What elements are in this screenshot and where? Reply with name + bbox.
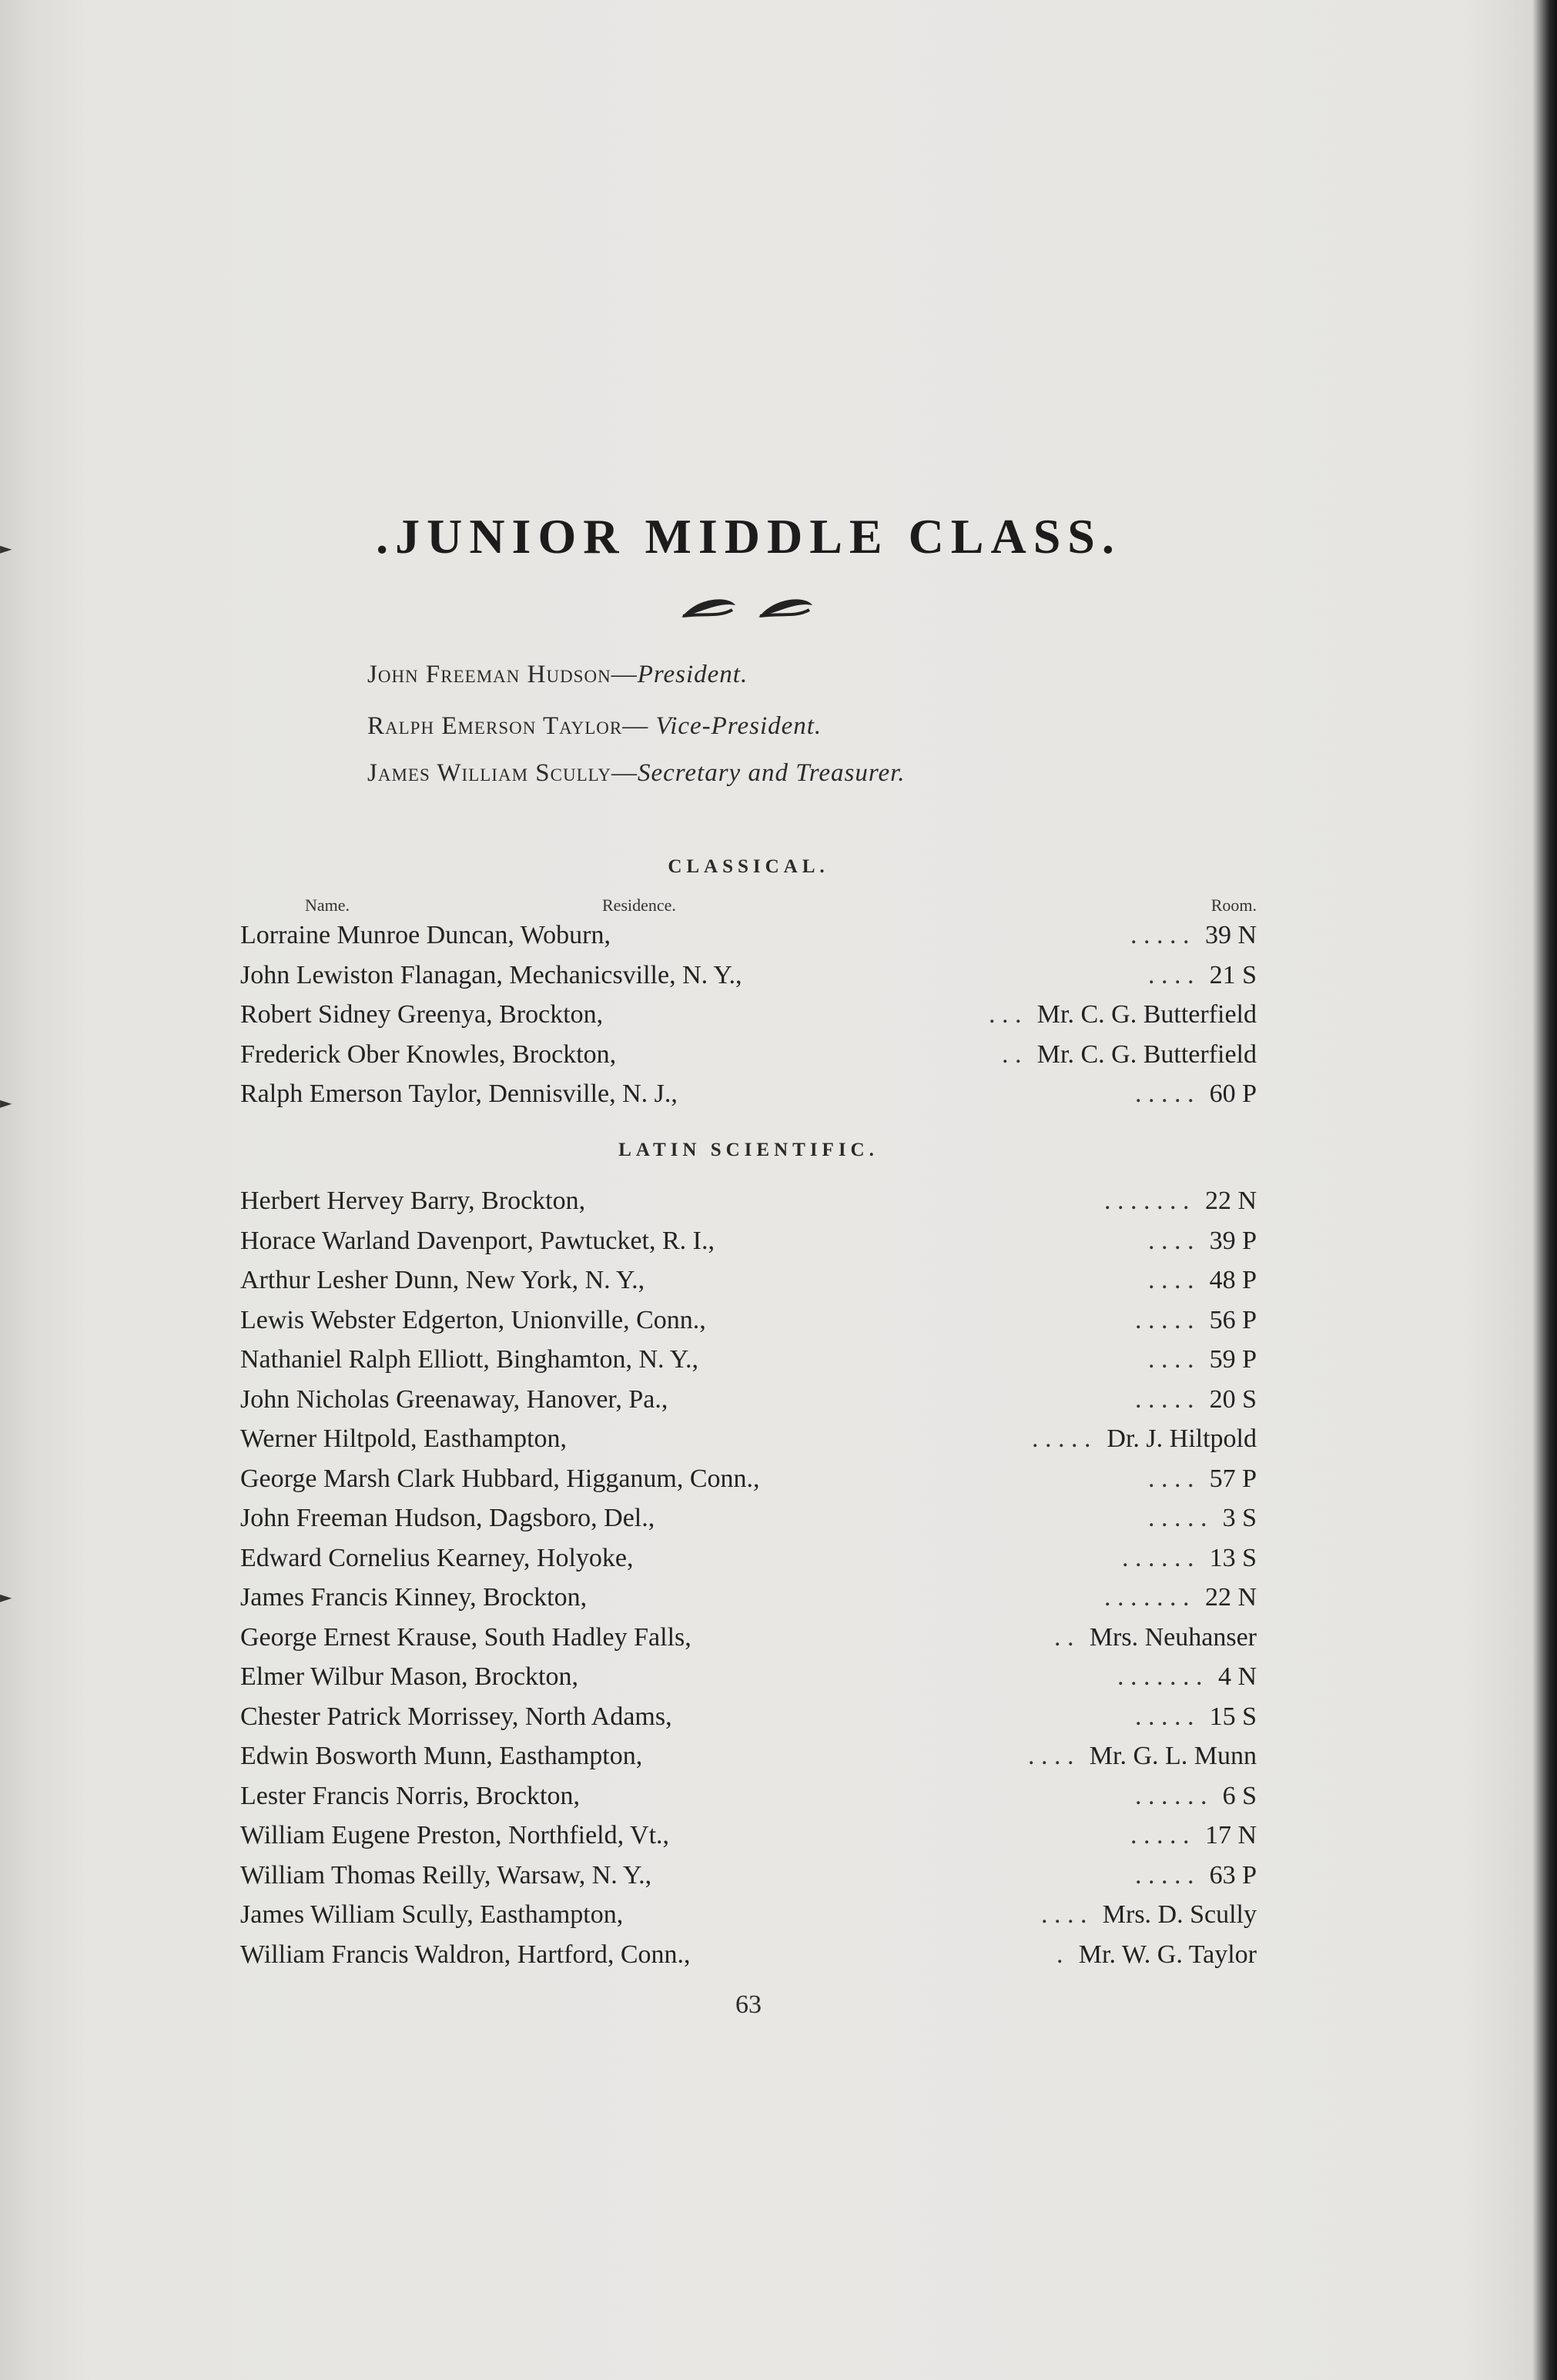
table-row bbox=[240, 1341, 1257, 1379]
room-value: 48 P bbox=[1209, 1266, 1257, 1294]
table-row bbox=[240, 1460, 1257, 1498]
leader-dots: . bbox=[1056, 1940, 1063, 1969]
table-row bbox=[240, 1896, 1257, 1934]
room-value: Mr. W. G. Taylor bbox=[1078, 1940, 1257, 1969]
table-row bbox=[240, 1075, 1257, 1113]
leader-dots: . . . . . . . bbox=[1104, 1583, 1190, 1612]
leader-dots: . . . . . . bbox=[1122, 1543, 1194, 1572]
room-value: 4 N bbox=[1217, 1662, 1257, 1691]
student-name-residence: Nathaniel Ralph Elliott, Binghamton, N. Y., bbox=[240, 1345, 698, 1374]
leader-dots: . . . . bbox=[1148, 960, 1194, 989]
leader-dots: . . . bbox=[989, 1000, 1022, 1029]
room-value: 17 N bbox=[1204, 1821, 1257, 1849]
officer-role: President. bbox=[637, 661, 748, 688]
table-row bbox=[240, 1222, 1257, 1260]
table-row bbox=[240, 916, 1257, 955]
officer-secretary-treasurer: James William Scully—Secretary and Treasurer. bbox=[367, 759, 906, 787]
student-name-residence: Chester Patrick Morrissey, North Adams, bbox=[240, 1702, 672, 1731]
room-value: 22 N bbox=[1204, 1583, 1257, 1612]
leader-dots: . . . . bbox=[1148, 1226, 1194, 1255]
room-value: 6 S bbox=[1222, 1781, 1257, 1810]
room-value: 56 P bbox=[1209, 1305, 1257, 1334]
student-name-residence: Ralph Emerson Taylor, Dennisville, N. J., bbox=[240, 1080, 678, 1108]
student-name-residence: William Thomas Reilly, Warsaw, N. Y., bbox=[240, 1860, 652, 1890]
page-number: 63 bbox=[735, 1990, 762, 2019]
room-value: 20 S bbox=[1209, 1384, 1257, 1414]
leader-dots: . . bbox=[1054, 1622, 1074, 1652]
leader-dots: . . . . bbox=[1148, 1266, 1194, 1294]
officer-role: Vice-President. bbox=[655, 712, 822, 740]
table-row bbox=[240, 1301, 1257, 1340]
officer-name: John Freeman Hudson bbox=[367, 661, 611, 688]
officer-name: Ralph Emerson Taylor bbox=[367, 712, 623, 740]
room-value: Mrs. Neuhanser bbox=[1089, 1622, 1257, 1652]
leader-dots: . . . . . bbox=[1148, 1504, 1207, 1532]
room-value: 57 P bbox=[1209, 1464, 1257, 1493]
leaf-ornament-icon bbox=[675, 594, 822, 625]
room-value: Mr. G. L. Munn bbox=[1089, 1742, 1257, 1770]
student-name-residence: Werner Hiltpold, Easthampton, bbox=[240, 1424, 568, 1453]
leader-dots: . . . . . bbox=[1135, 1080, 1194, 1108]
margin-tab-mark: ► bbox=[0, 1588, 12, 1606]
officer-president: John Freeman Hudson—President. bbox=[367, 661, 748, 688]
student-name-residence: George Ernest Krause, South Hadley Falls, bbox=[240, 1622, 691, 1652]
student-name-residence: James William Scully, Easthampton, bbox=[240, 1900, 624, 1929]
leader-dots: . . . . . . . bbox=[1104, 1187, 1190, 1215]
room-value: 15 S bbox=[1209, 1702, 1257, 1731]
table-row bbox=[240, 1816, 1257, 1855]
table-row bbox=[240, 1539, 1257, 1578]
table-row bbox=[240, 1618, 1257, 1657]
student-name-residence: Arthur Lesher Dunn, New York, N. Y., bbox=[240, 1266, 645, 1294]
leader-dots: . . . . bbox=[1028, 1742, 1074, 1770]
leader-dots: . . . . . bbox=[1032, 1424, 1091, 1453]
room-value: 22 N bbox=[1204, 1187, 1257, 1215]
room-value: 59 P bbox=[1209, 1345, 1257, 1374]
column-header-name: Name. bbox=[305, 895, 350, 915]
table-row bbox=[240, 1936, 1257, 1974]
room-value: 63 P bbox=[1209, 1860, 1257, 1890]
leader-dots: . . . . . bbox=[1135, 1384, 1194, 1414]
leader-dots: . . . . . bbox=[1130, 1821, 1190, 1849]
room-value: 21 S bbox=[1209, 960, 1257, 989]
student-name-residence: George Marsh Clark Hubbard, Higganum, Conn., bbox=[240, 1464, 760, 1493]
student-name-residence: Lewis Webster Edgerton, Unionville, Conn., bbox=[240, 1305, 706, 1334]
table-row bbox=[240, 1698, 1257, 1736]
table-row bbox=[240, 1856, 1257, 1895]
table-row bbox=[240, 1658, 1257, 1696]
student-name-residence: Horace Warland Davenport, Pawtucket, R. I., bbox=[240, 1226, 715, 1255]
officer-vice-president: Ralph Emerson Taylor— Vice-President. bbox=[367, 712, 822, 740]
margin-tab-mark: ► bbox=[0, 1093, 12, 1112]
table-row bbox=[240, 1420, 1257, 1458]
room-value: Mr. C. G. Butterfield bbox=[1036, 1000, 1257, 1029]
leader-dots: . . . . bbox=[1148, 1345, 1194, 1374]
leader-dots: . . . . . bbox=[1135, 1702, 1194, 1731]
leader-dots: . . . . . bbox=[1135, 1860, 1194, 1890]
section-heading-classical: CLASSICAL. bbox=[668, 856, 829, 877]
leader-dots: . . bbox=[1002, 1039, 1022, 1069]
student-name-residence: Robert Sidney Greenya, Brockton, bbox=[240, 1000, 604, 1029]
leader-dots: . . . . bbox=[1041, 1900, 1087, 1929]
column-header-residence: Residence. bbox=[602, 895, 676, 915]
table-row bbox=[240, 1578, 1257, 1617]
student-name-residence: Edward Cornelius Kearney, Holyoke, bbox=[240, 1543, 634, 1572]
student-name-residence: John Nicholas Greenaway, Hanover, Pa., bbox=[240, 1384, 668, 1414]
student-name-residence: James Francis Kinney, Brockton, bbox=[240, 1583, 588, 1612]
student-name-residence: Edwin Bosworth Munn, Easthampton, bbox=[240, 1742, 643, 1770]
student-name-residence: John Freeman Hudson, Dagsboro, Del., bbox=[240, 1504, 655, 1532]
section-heading-latin-scientific: LATIN SCIENTIFIC. bbox=[618, 1140, 879, 1160]
page-title: .JUNIOR MIDDLE CLASS. bbox=[376, 509, 1121, 564]
room-value: 3 S bbox=[1222, 1504, 1257, 1532]
room-value: Mrs. D. Scully bbox=[1102, 1900, 1257, 1929]
room-value: 39 N bbox=[1204, 921, 1257, 949]
room-value: Mr. C. G. Butterfield bbox=[1036, 1039, 1257, 1069]
student-name-residence: Lester Francis Norris, Brockton, bbox=[240, 1781, 580, 1810]
table-row bbox=[240, 1737, 1257, 1776]
table-row bbox=[240, 1036, 1257, 1074]
table-row bbox=[240, 1381, 1257, 1419]
table-row bbox=[240, 1777, 1257, 1816]
table-row bbox=[240, 996, 1257, 1034]
leader-dots: . . . . . . bbox=[1135, 1781, 1207, 1810]
margin-tab-mark: ► bbox=[0, 539, 12, 557]
room-value: 13 S bbox=[1209, 1543, 1257, 1572]
student-name-residence: William Francis Waldron, Hartford, Conn., bbox=[240, 1940, 691, 1969]
student-name-residence: William Eugene Preston, Northfield, Vt., bbox=[240, 1821, 670, 1849]
page-content bbox=[240, 0, 1257, 2380]
student-name-residence: Elmer Wilbur Mason, Brockton, bbox=[240, 1662, 578, 1691]
table-row bbox=[240, 1261, 1257, 1300]
room-value: Dr. J. Hiltpold bbox=[1107, 1424, 1257, 1453]
leaf-ornament bbox=[240, 594, 1257, 625]
officer-role: Secretary and Treasurer. bbox=[637, 759, 906, 787]
leader-dots: . . . . . bbox=[1135, 1305, 1194, 1334]
room-value: 39 P bbox=[1209, 1226, 1257, 1255]
student-name-residence: John Lewiston Flanagan, Mechanicsville, N. Y., bbox=[240, 960, 742, 989]
table-row bbox=[240, 1499, 1257, 1538]
officer-name: James William Scully bbox=[367, 759, 611, 787]
student-name-residence: Herbert Hervey Barry, Brockton, bbox=[240, 1187, 586, 1215]
table-row bbox=[240, 956, 1257, 995]
leader-dots: . . . . . . . bbox=[1117, 1662, 1203, 1691]
student-name-residence: Lorraine Munroe Duncan, Woburn, bbox=[240, 921, 611, 949]
leader-dots: . . . . . bbox=[1130, 921, 1190, 949]
student-name-residence: Frederick Ober Knowles, Brockton, bbox=[240, 1039, 617, 1069]
table-row bbox=[240, 1182, 1257, 1220]
leader-dots: . . . . bbox=[1148, 1464, 1194, 1493]
room-value: 60 P bbox=[1209, 1080, 1257, 1108]
column-header-room: Room. bbox=[1210, 895, 1257, 915]
